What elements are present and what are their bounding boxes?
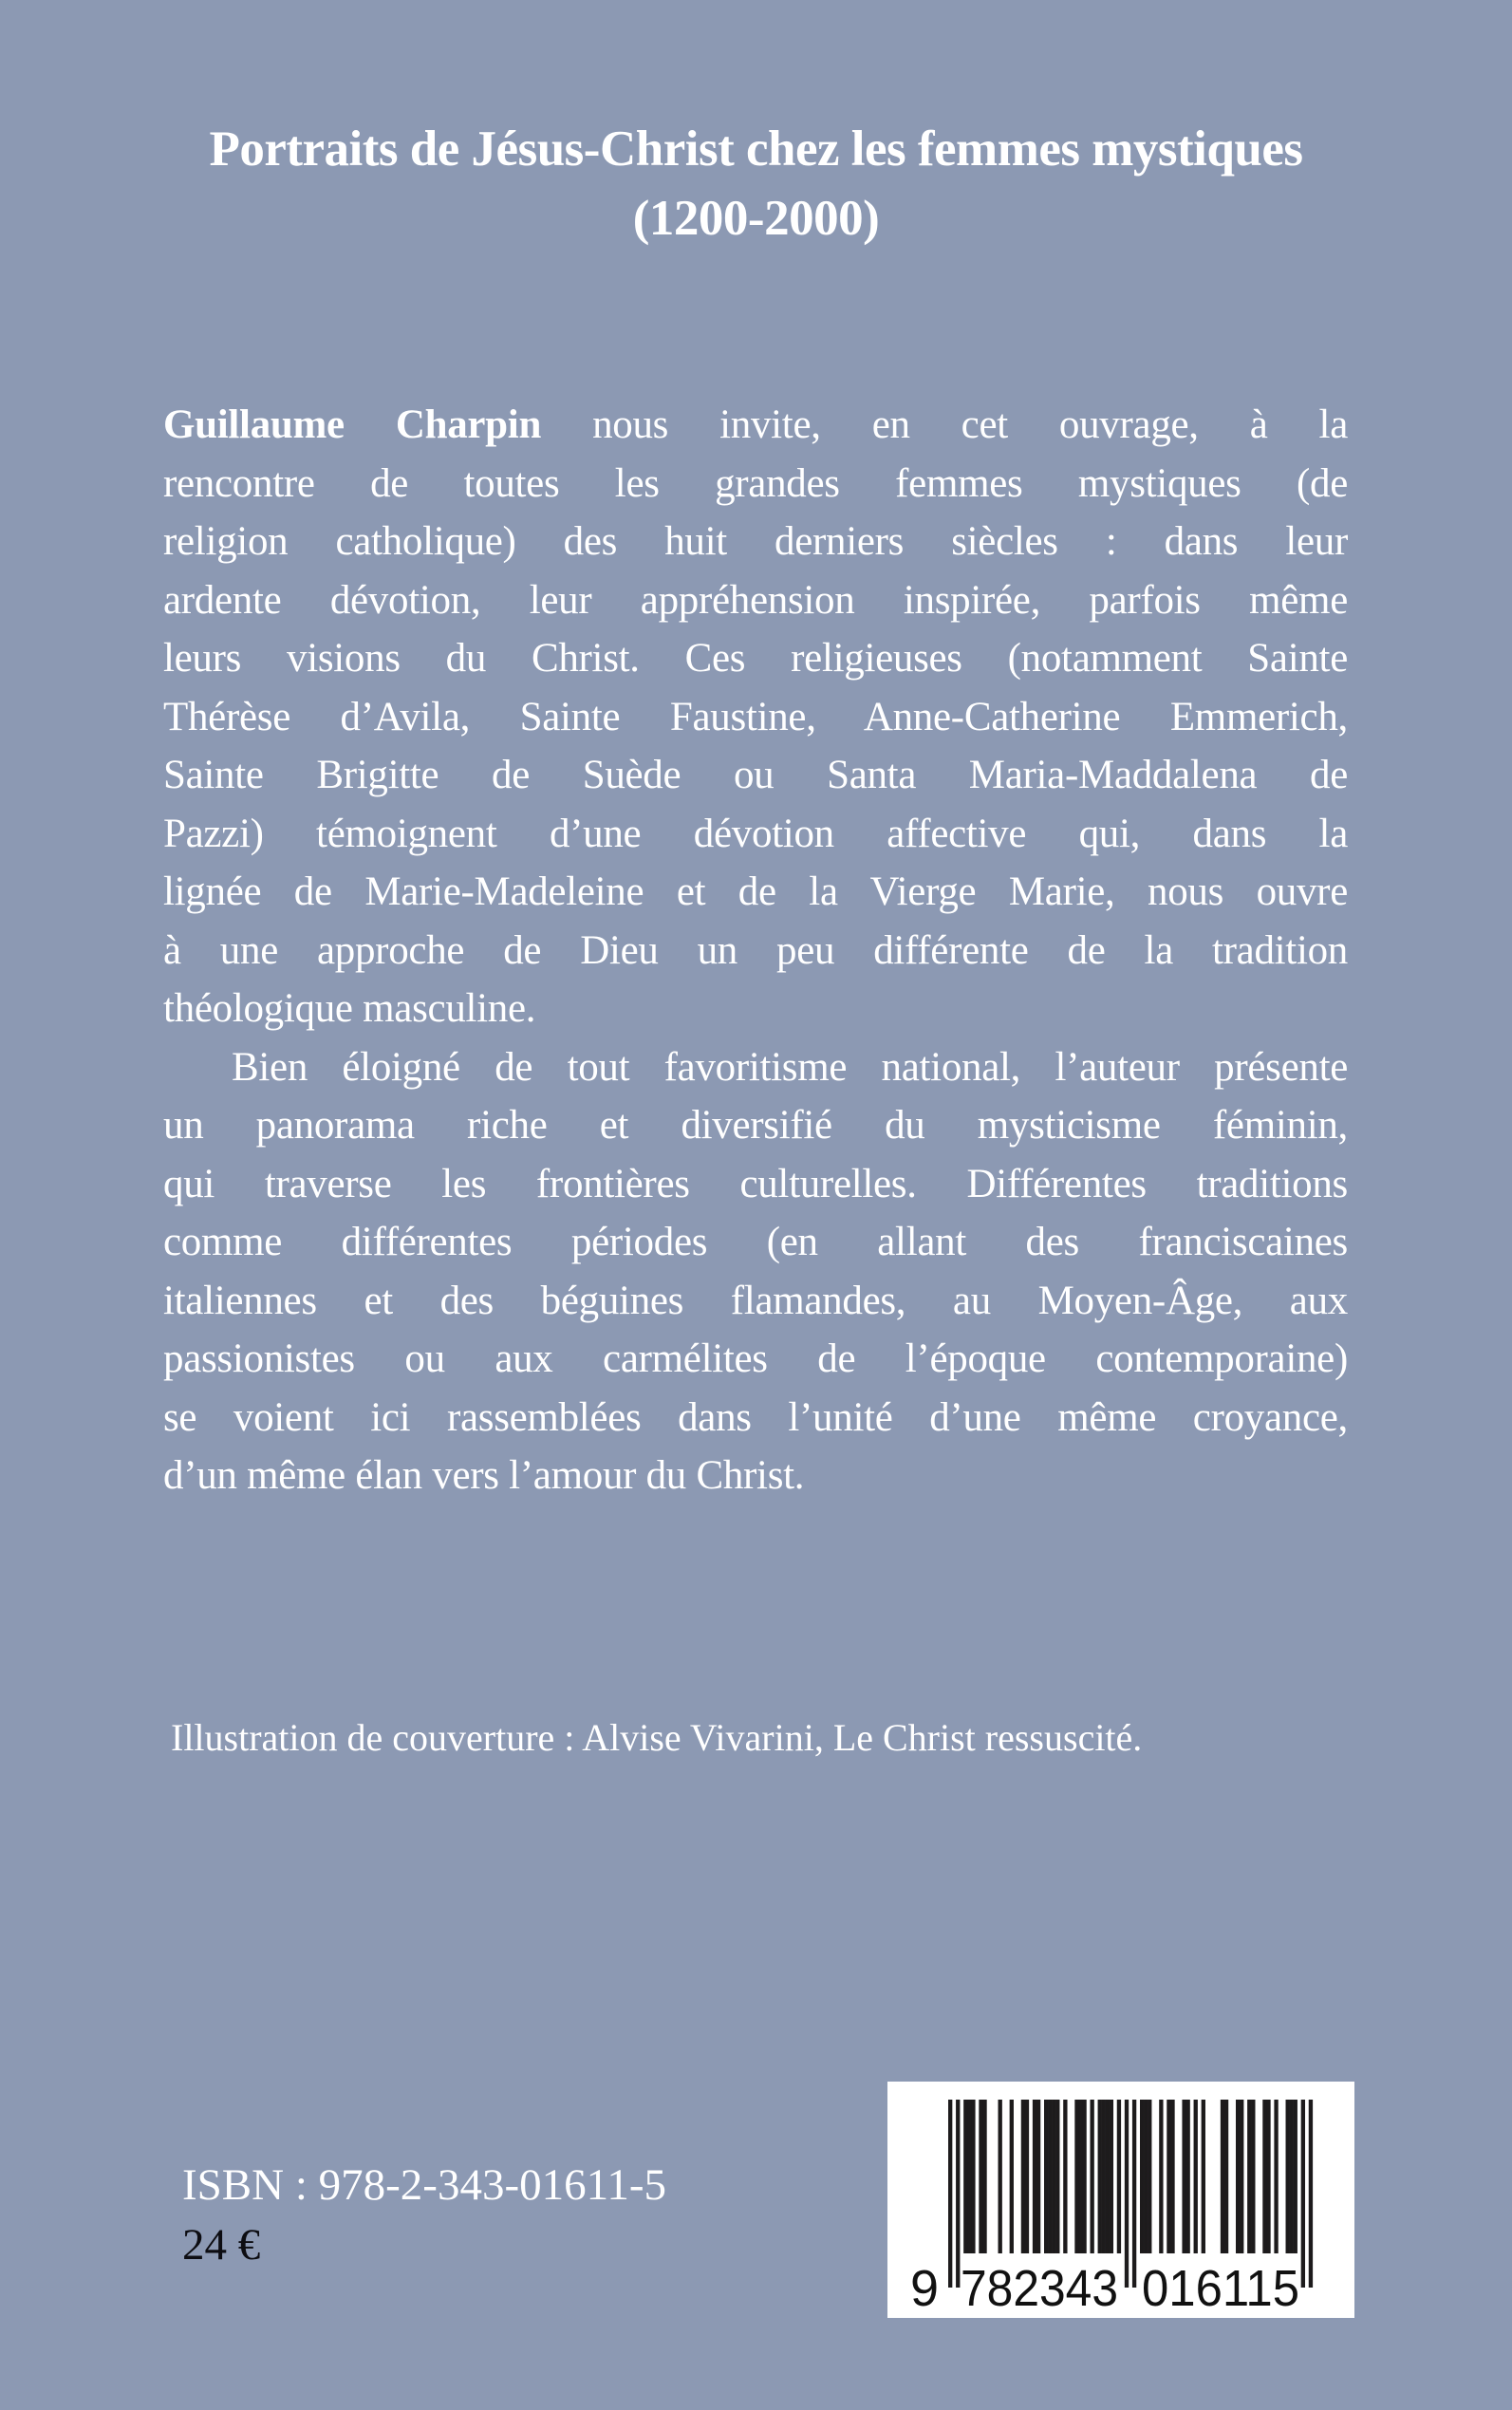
synopsis-line: d’un même élan vers l’amour du Christ.	[163, 1453, 805, 1498]
synopsis-line: comme différentes périodes (en allant des franciscaines	[163, 1220, 1348, 1264]
synopsis-line: passionistes ou aux carmélites de l’époque contemporaine)	[163, 1336, 1348, 1381]
synopsis-line: Guillaume Charpin nous invite, en cet ouvrage, à la	[163, 402, 1348, 447]
barcode-bars	[887, 2082, 1354, 2318]
synopsis-line: Sainte Brigitte de Suède ou Santa Maria-Maddalena de	[163, 753, 1348, 797]
book-title-line-1: Portraits de Jésus-Christ chez les femmes mystiques	[209, 121, 1303, 177]
synopsis-line: italiennes et des béguines flamandes, au Moyen-Âge, aux	[163, 1278, 1348, 1323]
cover-illustration-credit: Illustration de couverture : Alvise Vivarini, Le Christ ressuscité.	[171, 1716, 1143, 1759]
ean13-barcode	[887, 2082, 1354, 2318]
book-title-line-2: (1200-2000)	[632, 191, 880, 246]
synopsis-text	[163, 396, 1348, 1505]
synopsis-line: religion catholique) des huit derniers siècles : dans leur	[163, 519, 1348, 564]
synopsis-line: qui traverse les frontières culturelles. Différentes traditions	[163, 1161, 1348, 1206]
synopsis-line: lignée de Marie-Madeleine et de la Vierge Marie, nous ouvre	[163, 869, 1348, 914]
barcode-digit-group: 9	[909, 2260, 939, 2317]
price-text: 24 €	[182, 2220, 261, 2270]
barcode-digit-group: 782343	[961, 2260, 1118, 2317]
isbn-text: ISBN : 978-2-343-01611-5	[182, 2160, 667, 2210]
synopsis-line: rencontre de toutes les grandes femmes mystiques (de	[163, 460, 1348, 506]
synopsis-line: à une approche de Dieu un peu différente de la tradition	[163, 927, 1348, 973]
synopsis-line: Bien éloigné de tout favoritisme national, l’auteur présente	[232, 1044, 1348, 1090]
synopsis-line: leurs visions du Christ. Ces religieuses (notamment Sainte	[163, 636, 1348, 681]
book-title	[0, 115, 1512, 253]
synopsis-line: Thérèse d’Avila, Sainte Faustine, Anne-Catherine Emmerich,	[163, 694, 1348, 739]
synopsis-line: se voient ici rassemblées dans l’unité d’une même croyance,	[163, 1394, 1348, 1440]
synopsis-line: théologique masculine.	[163, 986, 536, 1031]
synopsis-line: un panorama riche et diversifié du mysticisme féminin,	[163, 1103, 1348, 1148]
author-name: Guillaume Charpin	[163, 402, 542, 447]
barcode-digit-group: 016115	[1142, 2260, 1299, 2317]
synopsis-line: Pazzi) témoignent d’une dévotion affective qui, dans la	[163, 811, 1348, 856]
synopsis-line: ardente dévotion, leur appréhension inspirée, parfois même	[163, 577, 1348, 623]
